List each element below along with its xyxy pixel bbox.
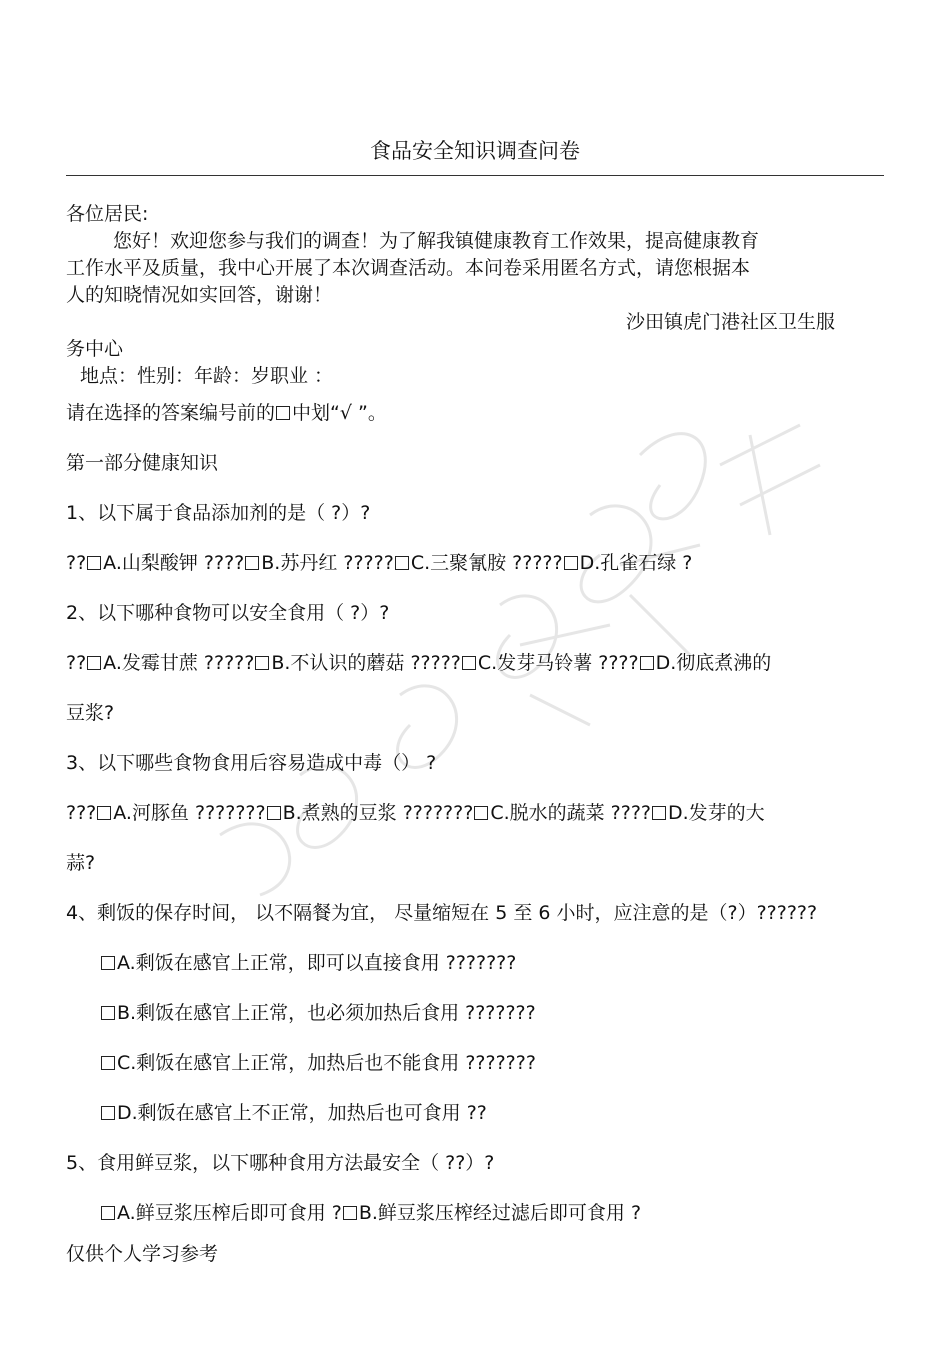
question-3-continuation: 蒜? (66, 852, 96, 874)
checkbox-d[interactable] (652, 806, 666, 820)
option-b-text: B.剩饭在感官上正常，也必须加热后食用 ??????? (117, 1002, 536, 1024)
option-a-text: A.河豚鱼 ??????? (113, 802, 266, 824)
option-d-text: D.发芽的大 (668, 802, 765, 824)
question-4-option-c (100, 1054, 536, 1073)
option-a-text: A.剩饭在感官上正常，即可以直接食用 ??????? (117, 952, 517, 974)
option-b-text: B.不认识的蘑菇 ????? (271, 652, 461, 674)
option-prefix: ?? (66, 652, 87, 674)
checkbox-a[interactable] (101, 956, 115, 970)
question-4-option-b (100, 1004, 536, 1023)
question-2-options (66, 654, 771, 673)
checkbox-b[interactable] (255, 656, 269, 670)
checkbox-a[interactable] (87, 656, 101, 670)
checkbox-c[interactable] (462, 656, 476, 670)
footer-note: 仅供个人学习参考 (66, 1243, 219, 1265)
signature-line-1: 沙田镇虎门港社区卫生服 (626, 311, 836, 333)
checkbox-a[interactable] (101, 1206, 115, 1220)
option-prefix: ?? (66, 552, 87, 574)
checkbox-icon (276, 406, 290, 420)
option-c-text: C.发芽马铃薯 ???? (477, 652, 639, 674)
option-a-text: A.鲜豆浆压榨后即可食用 ? (117, 1202, 342, 1224)
intro-line-2: 工作水平及质量，我中心开展了本次调查活动。本问卷采用匿名方式，请您根据本 (66, 257, 751, 279)
section-title: 第一部分健康知识 (66, 452, 219, 474)
question-3-options (66, 804, 765, 823)
checkbox-a[interactable] (97, 806, 111, 820)
option-a-text: A.发霉甘蔗 ????? (103, 652, 255, 674)
checkbox-c[interactable] (395, 556, 409, 570)
option-d-text: D.彻底煮沸的 (655, 652, 772, 674)
checkbox-a[interactable] (87, 556, 101, 570)
option-a-text: A.山梨酸钾 ???? (103, 552, 245, 574)
option-b-text: B.鲜豆浆压榨经过滤后即可食用 ? (358, 1202, 642, 1224)
question-5-options (100, 1204, 641, 1223)
checkbox-c[interactable] (101, 1056, 115, 1070)
question-1-text: 1、以下属于食品添加剂的是（ ?）? (66, 502, 371, 524)
intro-line-3: 人的知晓情况如实回答，谢谢！ (66, 284, 333, 306)
option-d-text: D.孔雀石绿 ? (579, 552, 693, 574)
question-3-text: 3、以下哪些食物食用后容易造成中毒（） ? (66, 752, 437, 774)
checkbox-d[interactable] (101, 1106, 115, 1120)
question-4-text: 4、剩饭的保存时间， 以不隔餐为宜， 尽量缩短在 5 至 6 小时，应注意的是（?）?????? (66, 902, 818, 924)
checkbox-d[interactable] (564, 556, 578, 570)
intro-line-1: 您好！欢迎您参与我们的调查！为了解我镇健康教育工作效果，提高健康教育 (113, 230, 760, 252)
option-d-text: D.剩饭在感官上不正常，加热后也可食用 ?? (117, 1102, 487, 1124)
checkbox-b[interactable] (267, 806, 281, 820)
checkbox-b[interactable] (245, 556, 259, 570)
question-5-text: 5、食用鲜豆浆，以下哪种食用方法最安全（ ??）? (66, 1152, 495, 1174)
checkbox-d[interactable] (640, 656, 654, 670)
question-2-continuation: 豆浆? (66, 702, 115, 724)
instruction-before: 请在选择的答案编号前的 (66, 402, 276, 424)
question-1-options (66, 554, 692, 573)
question-2-text: 2、以下哪种食物可以安全食用（ ?）? (66, 602, 390, 624)
option-prefix: ??? (66, 802, 97, 824)
instruction (66, 404, 387, 423)
question-4-option-d (100, 1104, 487, 1123)
document-title: 食品安全知识调查问卷 (370, 139, 580, 163)
title-rule (66, 175, 884, 176)
checkbox-b[interactable] (343, 1206, 357, 1220)
option-c-text: C.三聚氰胺 ????? (410, 552, 563, 574)
instruction-after: 中划“√ ”。 (292, 402, 387, 424)
option-c-text: C.剩饭在感官上正常，加热后也不能食用 ??????? (117, 1052, 536, 1074)
question-4-option-a (100, 954, 516, 973)
signature-line-2: 务中心 (66, 338, 124, 360)
greeting: 各位居民: (66, 203, 149, 225)
checkbox-c[interactable] (474, 806, 488, 820)
option-c-text: C.脱水的蔬菜 ???? (490, 802, 652, 824)
option-b-text: B.苏丹红 ????? (261, 552, 394, 574)
option-b-text: B.煮熟的豆浆 ??????? (282, 802, 474, 824)
checkbox-b[interactable] (101, 1006, 115, 1020)
info-line: 地点：性别：年龄：岁职业 ： (80, 365, 334, 387)
